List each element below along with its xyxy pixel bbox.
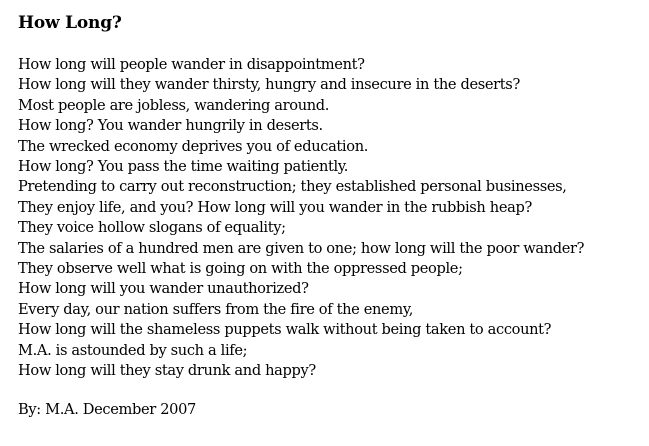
poem-line: How long will they wander thirsty, hungry and insecure in the deserts? xyxy=(18,76,520,94)
poem-line: How long will people wander in disappointment? xyxy=(18,56,365,73)
poem-line: They observe well what is going on with the oppressed people; xyxy=(18,260,463,278)
document xyxy=(18,10,643,420)
poem-line: Pretending to carry out reconstruction; they established personal businesses, xyxy=(18,178,567,196)
poem-body xyxy=(18,55,643,382)
poem-line: How long? You pass the time waiting patiently. xyxy=(18,158,349,176)
poem-line: How long will they stay drunk and happy? xyxy=(18,362,316,380)
poem-line: The wrecked economy deprives you of education. xyxy=(18,137,369,155)
poem-line: They voice hollow slogans of equality; xyxy=(18,219,286,237)
poem-line: M.A. is astounded by such a life; xyxy=(18,341,248,359)
poem-line: How long will the shameless puppets walk without being taken to account? xyxy=(18,321,552,339)
poem-line: How long will you wander unauthorized? xyxy=(18,280,309,298)
poem-line: How long? You wander hungrily in deserts. xyxy=(18,117,323,135)
poem-line: They enjoy life, and you? How long will you wander in the rubbish heap? xyxy=(18,198,532,216)
byline: By: M.A. December 2007 xyxy=(18,400,196,418)
poem-line: Most people are jobless, wandering around. xyxy=(18,96,330,114)
poem-line: The salaries of a hundred men are given to one; how long will the poor wander? xyxy=(18,239,585,257)
poem-line: Every day, our nation suffers from the fire of the enemy, xyxy=(18,300,414,318)
document-title: How Long? xyxy=(18,13,122,33)
